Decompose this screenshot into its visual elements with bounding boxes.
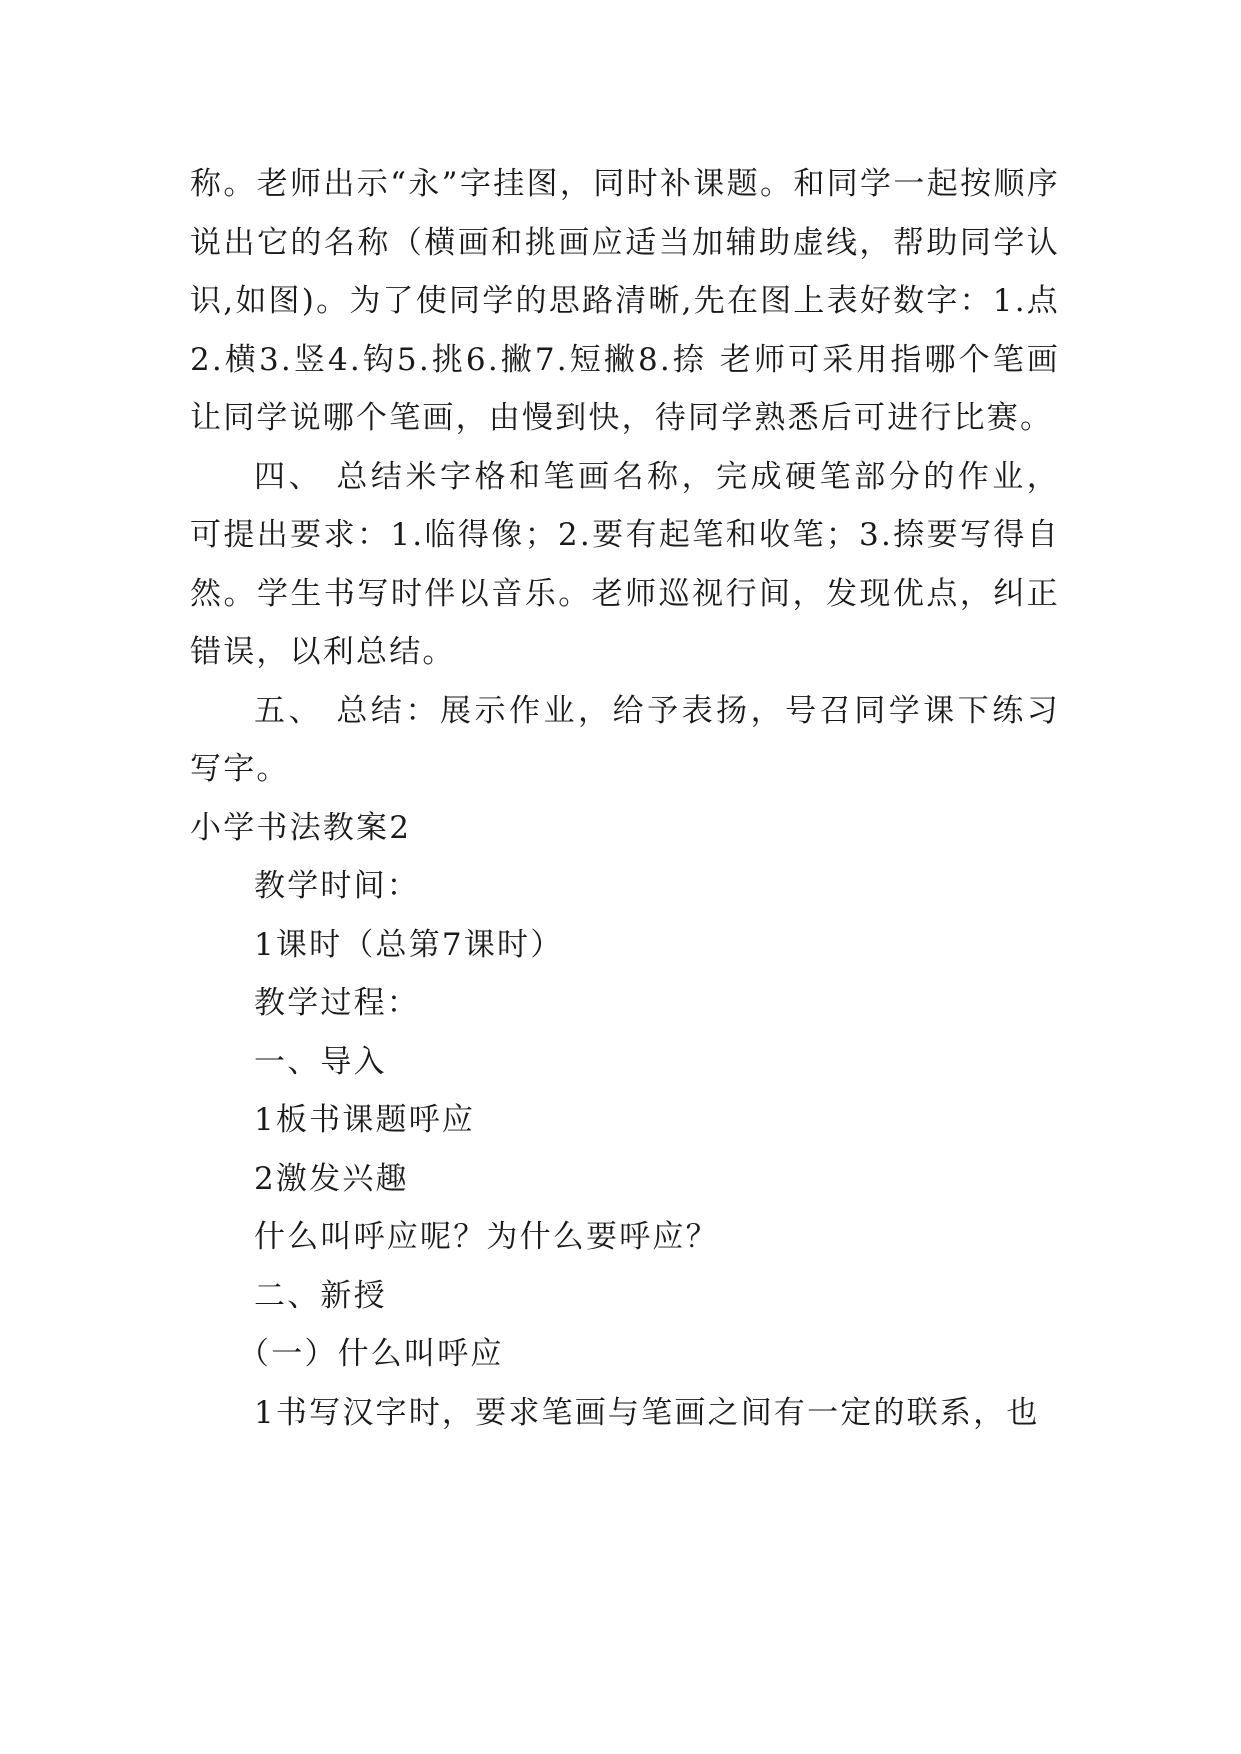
section-title: 小学书法教案2 [190,809,412,846]
line-subheading-what-is-echo: （一）什么叫呼应 [238,1336,504,1372]
line-class-hours: 1课时（总第7课时） [254,926,564,963]
line-introduction-heading: 一、导入 [254,1043,387,1080]
paragraph-stroke-names: 称。老师出示“永”字挂图，同时补课题。和同学一起按顺序说出它的名称（横画和挑画应适当加辅助虚线，帮助同学认识,如图)。为了使同学的思路清晰,先在图上表好数字：1.点2.横3.竖4.钩5.挑6.撇7.短撇8.捺 老师可采用指哪个笔画让同学说哪个笔画，由慢到快，待同学熟悉后可进行比赛。 [190,166,1060,436]
line-writing-strokes: 1书写汉字时，要求笔画与笔画之间有一定的联系，也 [254,1394,1040,1431]
line-stimulate-interest: 2激发兴趣 [254,1160,409,1197]
line-teaching-time-label: 教学时间： [254,868,420,904]
paragraph-step-five: 五、 总结：展示作业，给予表扬，号召同学课下练习写字。 [190,692,1060,787]
line-blackboard-title: 1板书课题呼应 [254,1102,476,1138]
document-page [190,155,1060,1442]
line-teaching-process-label: 教学过程： [254,985,420,1021]
line-question: 什么叫呼应呢？为什么要呼应？ [254,1219,719,1255]
paragraph-step-four: 四、 总结米字格和笔画名称，完成硬笔部分的作业，可提出要求：1.临得像；2.要有起笔和收笔；3.捺要写得自然。学生书写时伴以音乐。老师巡视行间，发现优点，纠正错误，以利总结。 [190,458,1060,670]
line-new-lesson-heading: 二、新授 [254,1277,387,1314]
